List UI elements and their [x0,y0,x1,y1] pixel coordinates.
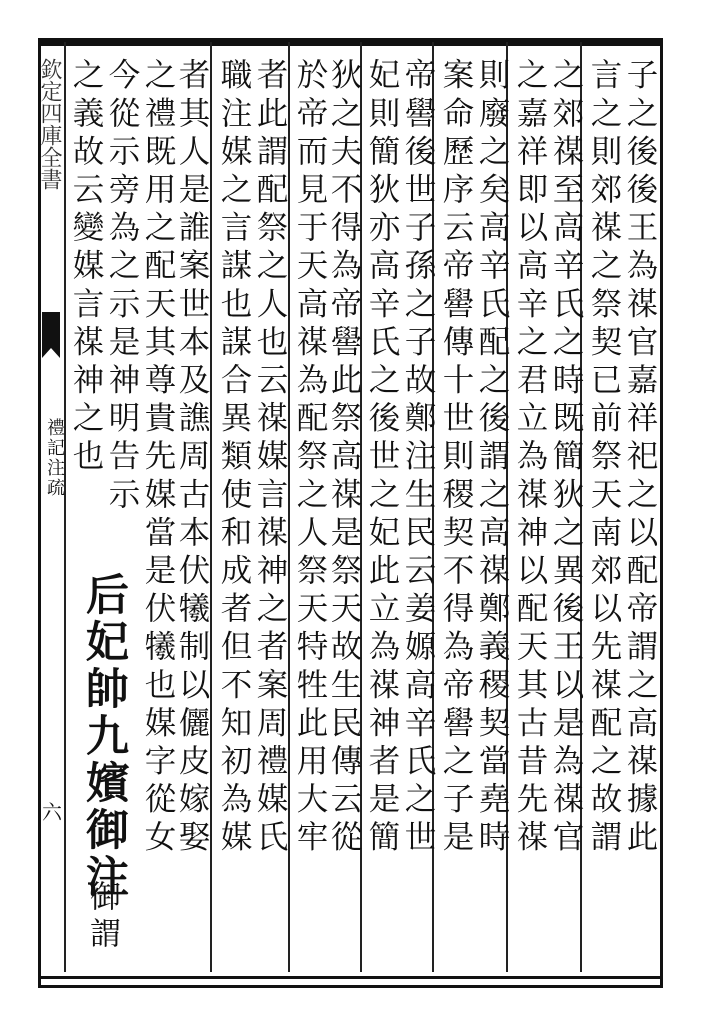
text-column: 則廢之矣高辛氏配之後謂之高禖鄭義稷契當堯時 [474,58,510,859]
text-column: 案命歷序云帝嚳傳十世則稷契不得為帝嚳之子是 [438,58,474,859]
text-column: 言之則郊禖之祭契已前祭天南郊以先禖配之故謂 [586,58,622,859]
text-column: 狄之夫不得為帝嚳此祭高禖是祭天故生民傳云從 [326,58,362,859]
bottom-border [38,976,663,979]
text-column: 之嘉祥即以高辛之君立為禖神以配天其古昔先禖 [512,58,548,859]
page-number: 六 [42,800,62,824]
text-column: 之義故云變媒言禖神之也 [68,58,104,478]
text-column: 者此謂配祭之人也云禖媒言禖神之者案周禮媒氏 [252,58,288,859]
edge-title: 欽定四庫全書 [37,58,62,190]
text-column: 於帝而見于天高禖為配祭之人祭天特牲此用大牢 [292,58,328,859]
main-text-heading: 后妃帥九嬪御注 [79,572,129,901]
text-column: 之郊禖至高辛氏之時既簡狄之異後王以是為禖官 [548,58,584,859]
page-edge [0,0,34,1024]
text-column: 今從示旁為之示是神明告示 [104,58,140,516]
column-rule [210,42,212,972]
text-column: 子之後後王為禖官嘉祥祀之以配帝謂之高禖據此 [622,58,658,859]
text-column: 帝嚳後世子孫之子故鄭注生民云姜嫄高辛氏之世 [400,58,436,859]
column-rule [288,42,290,972]
book-title: 禮記注疏 [44,418,65,498]
column-rule [64,42,66,972]
text-column: 之禮既用之配天其尊貴先媒當是伏犧也媒字從女 [140,58,176,859]
text-column: 妃則簡狄亦高辛氏之後世之妃此立為禖神者是簡 [364,58,400,859]
top-border [38,38,663,46]
text-column: 御謂 [84,880,120,954]
fish-tail-mark [42,312,60,348]
text-column: 職注媒之言謀也謀合異類使和成者但不知初為媒 [216,58,252,859]
text-column: 者其人是誰案世本及譙周古本伏犧制以儷皮嫁娶 [174,58,210,859]
